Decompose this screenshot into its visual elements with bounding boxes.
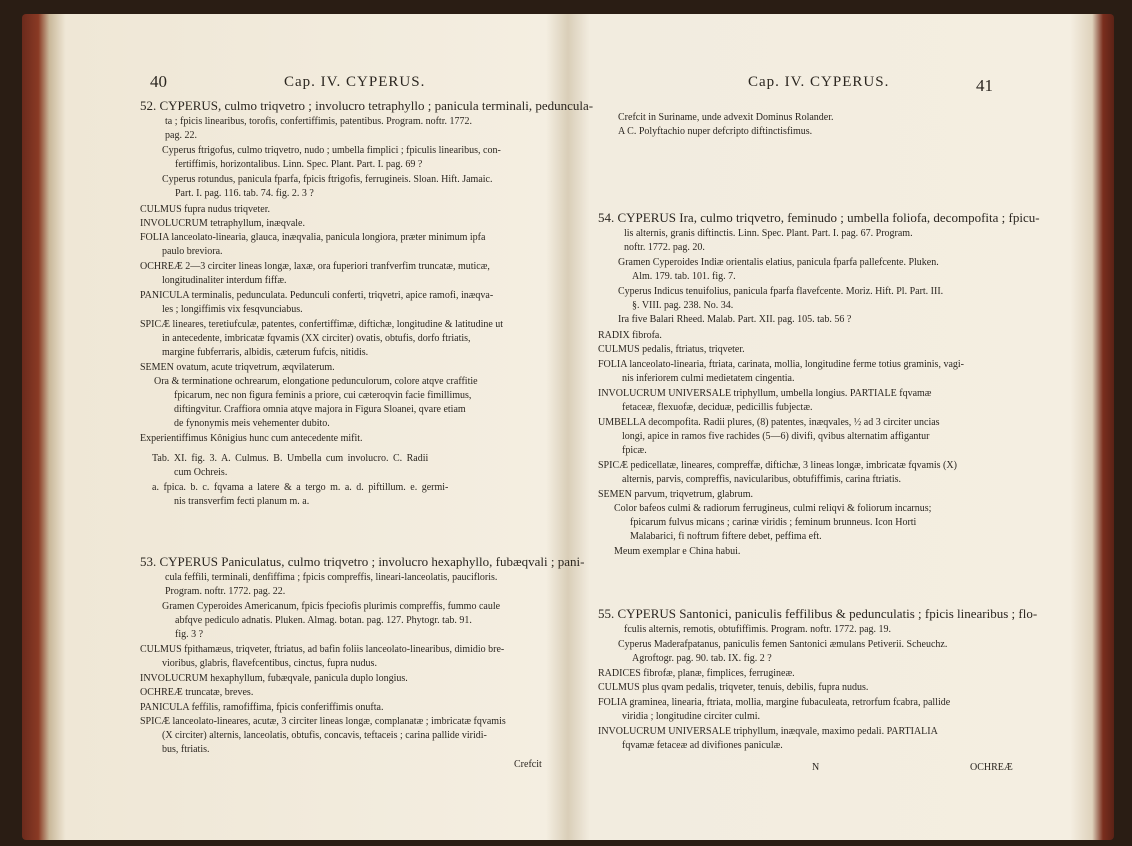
text-line: longitudinaliter interdum fiffæ.	[162, 275, 287, 286]
figure-legend: cum Ochreis.	[174, 467, 228, 478]
text-line: CULMUS plus qvam pedalis, triqveter, tenuis, debilis, fupra nudus.	[598, 682, 869, 693]
text-line: fetaceæ, flexuofæ, deciduæ, pedicillis fubjectæ.	[622, 402, 813, 413]
text-line: Color bafeos culmi & radiorum ferrugineus, culmi reliqvi & foliorum incarnus;	[614, 503, 932, 514]
text-line: FOLIA graminea, linearia, ftriata, mollia, margine fubaculeata, retrorfum fcabra, pallide	[598, 697, 951, 708]
text-line: Meum exemplar e China habui.	[614, 546, 741, 557]
text-line: (X circiter) alternis, lanceolatis, obtufis, concavis, teftaceis ; carina pallide viridi-	[162, 730, 487, 741]
text-line: paulo breviora.	[162, 246, 223, 257]
text-line: lis alternis, granis diftinctis. Linn. Spec. Plant. Part. I. pag. 67. Program.	[624, 228, 913, 239]
entry-heading: 54. CYPERUS Ira, culmo triqvetro, feminudo ; umbella foliofa, decompofita ; fpicu-	[598, 210, 1040, 225]
text-line: INVOLUCRUM tetraphyllum, inæqvale.	[140, 218, 305, 229]
text-line: CULMUS fupra nudus triqveter.	[140, 204, 270, 215]
text-line: Cyperus Indicus tenuifolius, panicula fparfa flavefcente. Moriz. Hift. Pl. Part. III.	[618, 286, 944, 297]
text-line: fqvamæ fetaceæ ad divifiones paniculæ.	[622, 740, 783, 751]
text-line: diftingvitur. Craffiora omnia atqve majora in Figura Sloanei, qvare etiam	[174, 404, 466, 415]
text-line: longi, apice in ramos five rachides (5—6) divifi, qvibus alternatim affigantur	[622, 431, 930, 442]
text-line: §. VIII. pag. 238. No. 34.	[632, 300, 734, 311]
text-line: Part. I. pag. 116. tab. 74. fig. 2. 3 ?	[175, 188, 314, 199]
text-line: Ira five Balari Rheed. Malab. Part. XII. pag. 105. tab. 56 ?	[618, 314, 852, 325]
figure-legend: a. fpica. b. c. fqvama a latere & a tergo m. a. d. piftillum. e. germi-	[152, 482, 449, 493]
page-number: 40	[150, 72, 167, 91]
text-line: Gramen Cyperoides Indiæ orientalis elatius, panicula fparfa pallefcente. Pluken.	[618, 257, 939, 268]
text-line: SPICÆ lanceolato-lineares, acutæ, 3 circiter lineas longæ, complanatæ ; imbricatæ fqvamis	[140, 716, 506, 727]
text-line: Crefcit in Suriname, unde advexit Dominus Rolander.	[618, 112, 834, 123]
text-line: de fynonymis meis vehementer dubito.	[174, 418, 330, 429]
text-line: Experientiffimus Kônigius hunc cum antecedente mifit.	[140, 433, 363, 444]
text-line: fig. 3 ?	[175, 629, 204, 640]
entry-heading: 53. CYPERUS Paniculatus, culmo triqvetro ; involucro hexaphyllo, fubæqvali ; pani-	[140, 554, 585, 569]
text-line: RADICES fibrofæ, planæ, fimplices, ferrugineæ.	[598, 668, 795, 679]
text-line: OCHREÆ 2—3 circiter lineas longæ, laxæ, ora fuperiori tranfverfim truncatæ, muticæ,	[140, 261, 490, 272]
text-line: cula feffili, terminali, denfiffima ; fpicis compreffis, lineari-lanceolatis, paucifloris.	[165, 572, 498, 583]
text-line: Alm. 179. tab. 101. fig. 7.	[632, 271, 736, 282]
text-line: in antecedente, imbricatæ fqvamis (XX circiter) ovatis, obtufis, dorfo ftriatis,	[162, 333, 471, 344]
text-line: FOLIA lanceolato-linearia, ftriata, carinata, mollia, longitudine ferme totius graminis, vagi-	[598, 359, 964, 370]
figure-legend: Tab. XI. fig. 3. A. Culmus. B. Umbella cum involucro. C. Radii	[152, 453, 429, 464]
page-number: 41	[976, 76, 993, 95]
text-line: fculis alternis, remotis, obtufiffimis. Program. noftr. 1772. pag. 19.	[624, 624, 892, 635]
text-line: INVOLUCRUM hexaphyllum, fubæqvale, panicula duplo longius.	[140, 673, 408, 684]
text-line: nis inferiorem culmi medietatem cingentia.	[622, 373, 795, 384]
figure-legend: nis transverfim fecti planum m. a.	[174, 496, 310, 507]
text-line: SPICÆ lineares, teretiufculæ, patentes, confertiffimæ, diftichæ, longitudine & latitudine ut	[140, 319, 504, 330]
running-head: Cap. IV. CYPERUS.	[748, 74, 890, 90]
signature-mark: N	[812, 762, 820, 773]
text-line: viridia ; longitudine circiter culmi.	[622, 711, 761, 722]
catchword: OCHREÆ	[970, 762, 1013, 773]
text-line: PANICULA terminalis, pedunculata. Pedunculi conferti, triqvetri, apice ramofi, inæqva-	[140, 290, 494, 301]
text-line: UMBELLA decompofita. Radii plures, (8) patentes, inæqvales, ½ ad 3 circiter uncias	[598, 417, 940, 428]
text-line: ta ; fpicis linearibus, torofis, confertiffimis, patentibus. Program. noftr. 1772.	[165, 116, 472, 127]
book-spread	[22, 14, 1114, 840]
text-line: Malabarici, fi noftrum fiftere debet, peffima eft.	[630, 531, 822, 542]
text-line: Cyperus Maderafpatanus, paniculis femen Santonici æmulans Petiverii. Scheuchz.	[618, 639, 948, 650]
text-line: INVOLUCRUM UNIVERSALE triphyllum, umbella longius. PARTIALE fqvamæ	[598, 388, 932, 399]
text-line: pag. 22.	[165, 130, 197, 141]
text-line: A C. Polyftachio nuper defcripto diftinctisfimus.	[618, 126, 813, 137]
text-line: noftr. 1772. pag. 20.	[624, 242, 705, 253]
text-line: Cyperus ftrigofus, culmo triqvetro, nudo ; umbella fimplici ; fpiculis linearibus, con-	[162, 145, 501, 156]
text-line: Cyperus rotundus, panicula fparfa, fpicis ftrigofis, ferrugineis. Sloan. Hift. Jamaic.	[162, 174, 493, 185]
text-line: Program. noftr. 1772. pag. 22.	[165, 586, 286, 597]
text-line: INVOLUCRUM UNIVERSALE triphyllum, inæqvale, maximo pedali. PARTIALIA	[598, 726, 938, 737]
text-line: FOLIA lanceolato-linearia, glauca, inæqvalia, panicula longiora, præter minimum ipfa	[140, 232, 486, 243]
left-page	[22, 14, 594, 840]
text-line: RADIX fibrofa.	[598, 330, 662, 341]
text-line: Ora & terminatione ochrearum, elongatione pedunculorum, colore atqve craffitie	[154, 376, 478, 387]
text-line: CULMUS pedalis, ftriatus, triqveter.	[598, 344, 745, 355]
text-line: Agroftogr. pag. 90. tab. IX. fig. 2 ?	[632, 653, 772, 664]
text-line: fpicarum, nec non figura feminis a priore, cui cæteroqvin facie fimillimus,	[174, 390, 472, 401]
text-line: fpicæ.	[622, 445, 647, 456]
text-line: fertiffimis, horizontalibus. Linn. Spec. Plant. Part. I. pag. 69 ?	[175, 159, 423, 170]
text-line: SPICÆ pedicellatæ, lineares, compreffæ, diftichæ, 3 lineas longæ, imbricatæ fqvamis (X)	[598, 460, 957, 471]
text-line: SEMEN parvum, triqvetrum, glabrum.	[598, 489, 753, 500]
text-line: bus, ftriatis.	[162, 744, 210, 755]
text-line: abfqve pediculo adnatis. Pluken. Almag. botan. pag. 127. Phytogr. tab. 91.	[175, 615, 472, 626]
text-line: OCHREÆ truncatæ, breves.	[140, 687, 254, 698]
text-line: SEMEN ovatum, acute triqvetrum, æqvilaterum.	[140, 362, 335, 373]
running-head: Cap. IV. CYPERUS.	[284, 74, 426, 90]
right-page	[568, 14, 1114, 840]
entry-heading: 52. CYPERUS, culmo triqvetro ; involucro tetraphyllo ; panicula terminali, peduncula-	[140, 98, 594, 113]
text-line: alternis, parvis, compreffis, navicularibus, obtufiffimis, carina ftriatis.	[622, 474, 901, 485]
catchword: Crefcit	[514, 759, 542, 770]
text-line: PANICULA feffilis, ramofiffima, fpicis conferiffimis onufta.	[140, 702, 384, 713]
text-line: fpicarum fulvus micans ; carinæ viridis ; feminum brunneus. Icon Horti	[630, 517, 917, 528]
text-line: vioribus, glabris, flavefcentibus, cinctus, fupra nudus.	[162, 658, 377, 669]
text-line: Gramen Cyperoides Americanum, fpicis fpeciofis plurimis compreffis, fummo caule	[162, 601, 501, 612]
text-line: CULMUS fpithamæus, triqveter, ftriatus, ad bafin foliis lanceolato-linearibus, dimidio bre-	[140, 644, 505, 655]
text-line: les ; longiffimis vix fesqvunciabus.	[162, 304, 303, 315]
text-line: margine fubferraris, albidis, cæterum fufcis, nitidis.	[162, 347, 369, 358]
entry-heading: 55. CYPERUS Santonici, paniculis feffilibus & pedunculatis ; fpicis linearibus ; flo-	[598, 606, 1038, 621]
